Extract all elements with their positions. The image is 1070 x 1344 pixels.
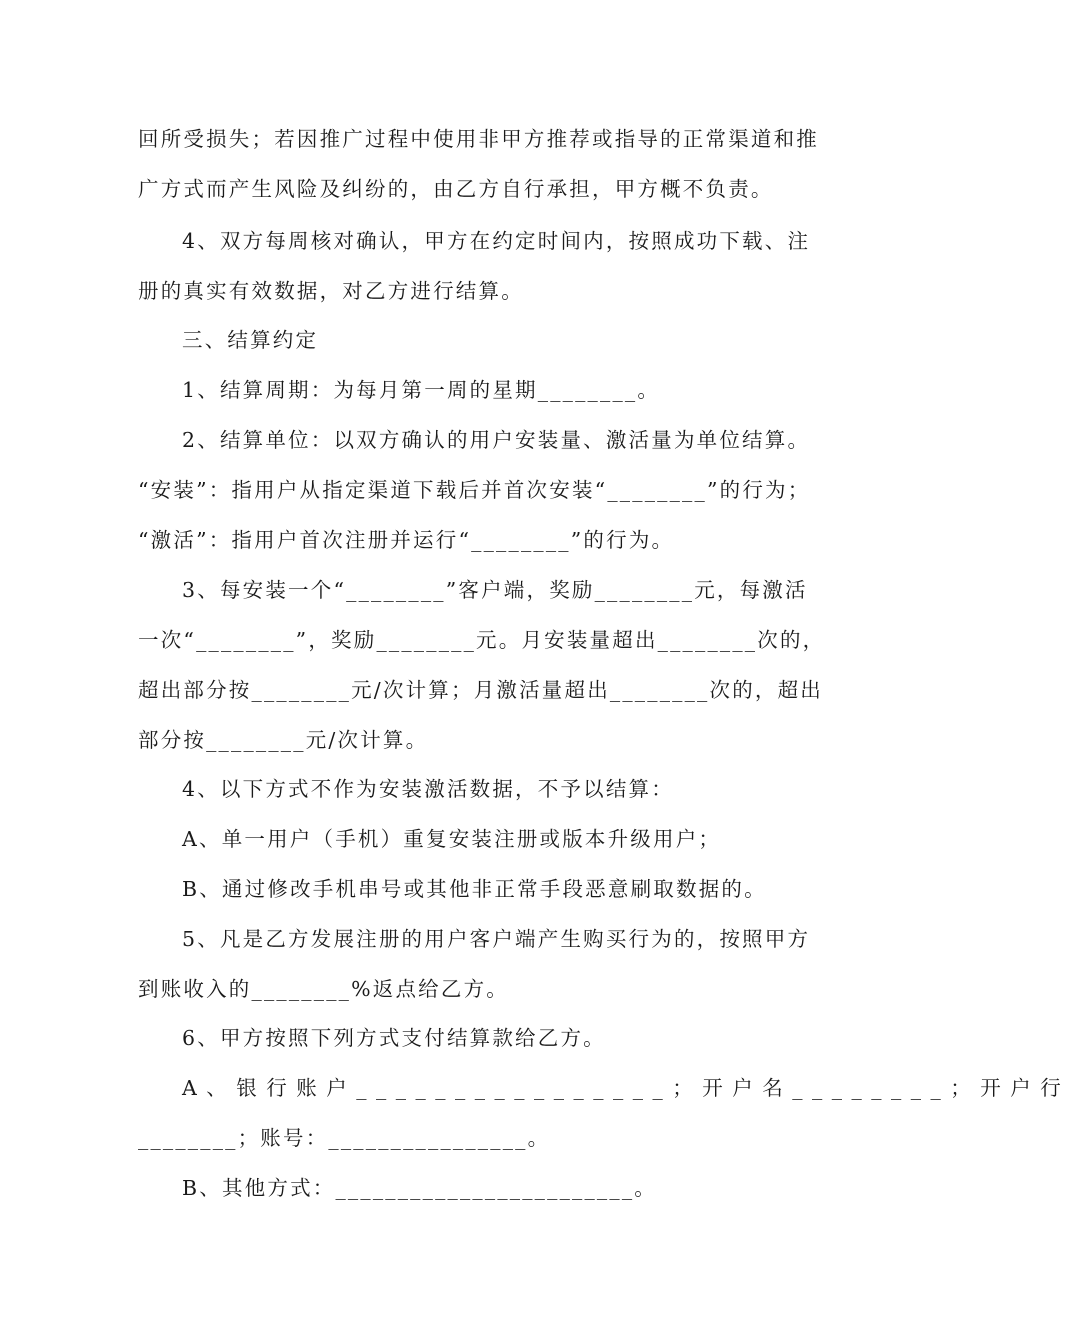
paragraph-line: 超出部分按________元/次计算；月激活量超出________次的，超出 [138,678,824,702]
list-item: A、银行账户________________；开户名________；开户行 [182,1076,1070,1100]
list-item: A、单一用户（手机）重复安装注册或版本升级用户； [182,827,722,851]
list-item: B、其他方式：________________________。 [182,1176,657,1200]
paragraph-line: 4、以下方式不作为安装激活数据，不予以结算： [182,777,674,801]
paragraph-line: 到账收入的________%返点给乙方。 [138,977,509,1001]
paragraph-line: 3、每安装一个“________”客户端，奖励________元，每激活 [182,578,808,602]
paragraph-line: 册的真实有效数据，对乙方进行结算。 [138,279,524,303]
paragraph-line: 2、结算单位：以双方确认的用户安装量、激活量为单位结算。 [182,428,811,452]
paragraph-line: ________；账号：________________。 [138,1126,551,1150]
paragraph-line: 一次“________”，奖励________元。月安装量超出________次的， [138,628,826,652]
paragraph-line: 广方式而产生风险及纠纷的，由乙方自行承担，甲方概不负责。 [138,177,774,201]
paragraph-line: 回所受损失；若因推广过程中使用非甲方推荐或指导的正常渠道和推 [138,127,819,151]
paragraph-line: 6、甲方按照下列方式支付结算款给乙方。 [182,1026,606,1050]
paragraph-line: 1、结算周期：为每月第一周的星期________。 [182,378,661,402]
paragraph-line: 4、双方每周核对确认，甲方在约定时间内，按照成功下载、注 [182,229,811,253]
paragraph-line: 5、凡是乙方发展注册的用户客户端产生购买行为的，按照甲方 [182,927,811,951]
section-heading: 三、结算约定 [182,328,319,352]
list-item: B、通过修改手机串号或其他非正常手段恶意刷取数据的。 [182,877,767,901]
paragraph-line: “安装”：指用户从指定渠道下载后并首次安装“________”的行为； [138,478,811,502]
paragraph-line: “激活”：指用户首次注册并运行“________”的行为。 [138,528,675,552]
paragraph-line: 部分按________元/次计算。 [138,728,429,752]
